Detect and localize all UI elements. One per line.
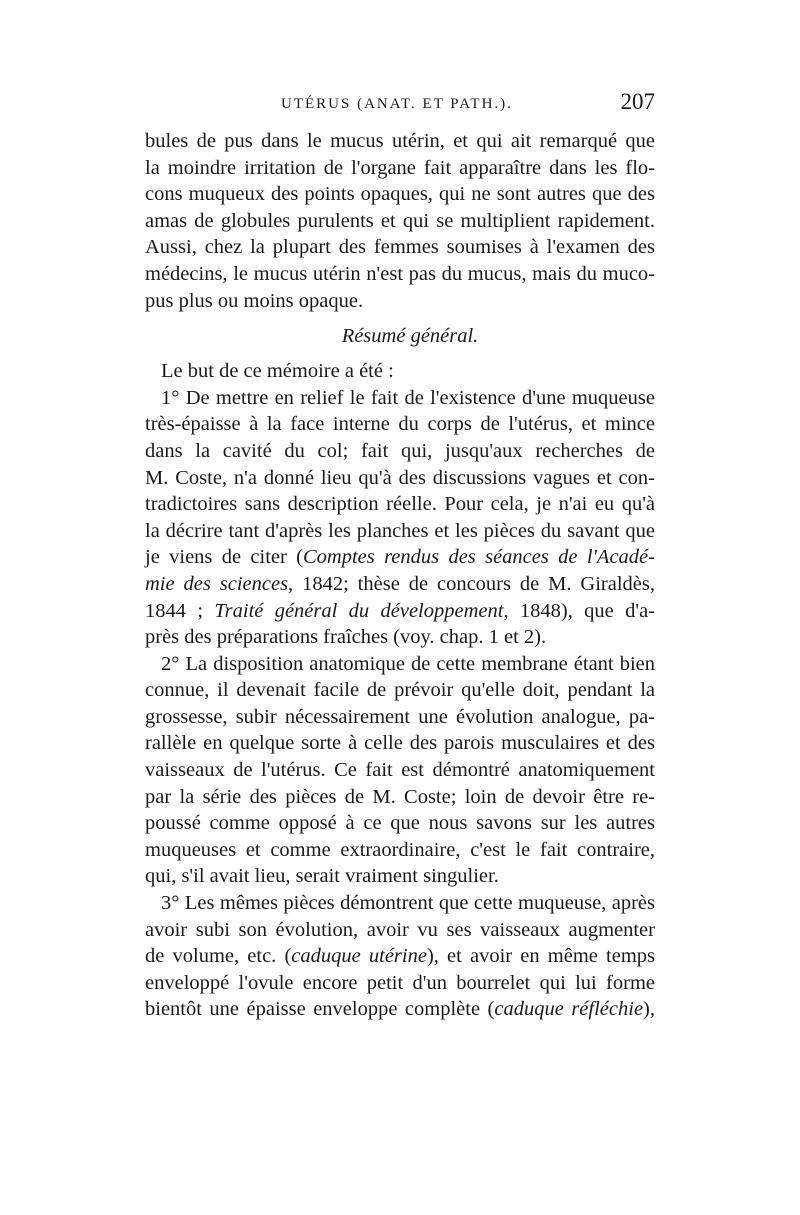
text-line <box>145 571 655 598</box>
text-line: cons muqueux des points opaques, qui ne sont autres que des <box>145 183 655 206</box>
text-line: connue, il devenait facile de prévoir qu'elle doit, pendant la <box>145 679 655 702</box>
text-line: très-épaisse à la face interne du corps de l'utérus, et mince <box>145 413 655 436</box>
text-line: pus plus ou moins opaque. <box>145 289 364 312</box>
text-line: tradictoires sans description réelle. Pour cela, je n'ai eu qu'à <box>145 493 655 516</box>
text-run: , 1842; thèse de concours de M. Giraldès, <box>288 572 655 595</box>
text-line: Aussi, chez la plupart des femmes soumises à l'examen des <box>145 236 655 259</box>
text-line: la moindre irritation de l'organe fait apparaître dans les flo- <box>145 156 655 179</box>
text-line: 3° Les mêmes pièces démontrent que cette muqueuse, après <box>161 892 655 915</box>
running-title: UTÉRUS (ANAT. ET PATH.). <box>281 96 513 112</box>
text-line <box>145 943 655 970</box>
text-line: qui, s'il avait lieu, serait vraiment singulier. <box>145 865 499 888</box>
text-line: rallèle en quelque sorte à celle des parois musculaires et des <box>145 732 655 755</box>
italic-term: caduque réfléchie <box>494 998 644 1021</box>
page-body <box>145 128 655 1023</box>
text-line: muqueuses et comme extraordinaire, c'est le fait contraire, <box>145 838 655 861</box>
text-line <box>145 544 655 571</box>
text-line <box>145 996 655 1023</box>
paragraph-point-1 <box>145 385 655 651</box>
text-run: ), et avoir en même temps <box>426 945 655 968</box>
text-line: dans la cavité du col; fait qui, jusqu'aux recherches de <box>145 439 655 462</box>
text-line <box>145 598 655 625</box>
text-line: la décrire tant d'après les planches et les pièces du savant que <box>145 519 655 542</box>
page-header <box>145 86 655 126</box>
text-line: 1° De mettre en relief le fait de l'existence d'une muqueuse <box>161 386 655 409</box>
text-run: je viens de citer ( <box>145 546 303 569</box>
citation-title: Traité général du développement <box>214 599 504 622</box>
text-run: bientôt une épaisse enveloppe complète ( <box>145 998 495 1021</box>
text-line: grossesse, subir nécessairement une évolution analogue, pa- <box>145 705 655 728</box>
text-line: par la série des pièces de M. Coste; loin de devoir être re- <box>145 785 655 808</box>
text-run: de volume, etc. ( <box>145 945 292 968</box>
text-line: 2° La disposition anatomique de cette membrane étant bien <box>161 652 655 675</box>
citation-title: Comptes rendus des séances de l'Acadé- <box>302 546 655 569</box>
paragraph-point-2 <box>145 651 655 890</box>
text-line: avoir subi son évolution, avoir vu ses vaisseaux augmenter <box>145 918 655 941</box>
section-heading: Résumé général. <box>341 325 479 348</box>
citation-title: mie des sciences <box>145 572 289 595</box>
paragraph-point-3 <box>145 890 655 1023</box>
page-number: 207 <box>620 89 655 114</box>
text-line: amas de globules purulents et qui se multiplient rapidement. <box>145 209 655 232</box>
paragraph-continuation <box>145 128 655 314</box>
italic-term: caduque utérine <box>291 945 427 968</box>
intro-line: Le but de ce mémoire a été : <box>161 360 394 383</box>
text-run: 1844 ; <box>145 599 215 622</box>
text-line: vaisseaux de l'utérus. Ce fait est démontré anatomiquement <box>145 759 655 782</box>
text-line: près des préparations fraîches (voy. chap. 1 et 2). <box>145 626 547 649</box>
text-line: médecins, le mucus utérin n'est pas du mucus, mais du muco- <box>145 262 655 285</box>
text-run: ), <box>643 998 655 1021</box>
text-run: , 1848), que d'a- <box>503 599 655 622</box>
text-line: poussé comme opposé à ce que nous savons sur les autres <box>145 812 655 835</box>
text-line: enveloppé l'ovule encore petit d'un bourrelet qui lui forme <box>145 971 655 994</box>
text-line: M. Coste, n'a donné lieu qu'à des discussions vagues et con- <box>145 466 655 489</box>
text-line: bules de pus dans le mucus utérin, et qui ait remarqué que <box>145 130 655 152</box>
